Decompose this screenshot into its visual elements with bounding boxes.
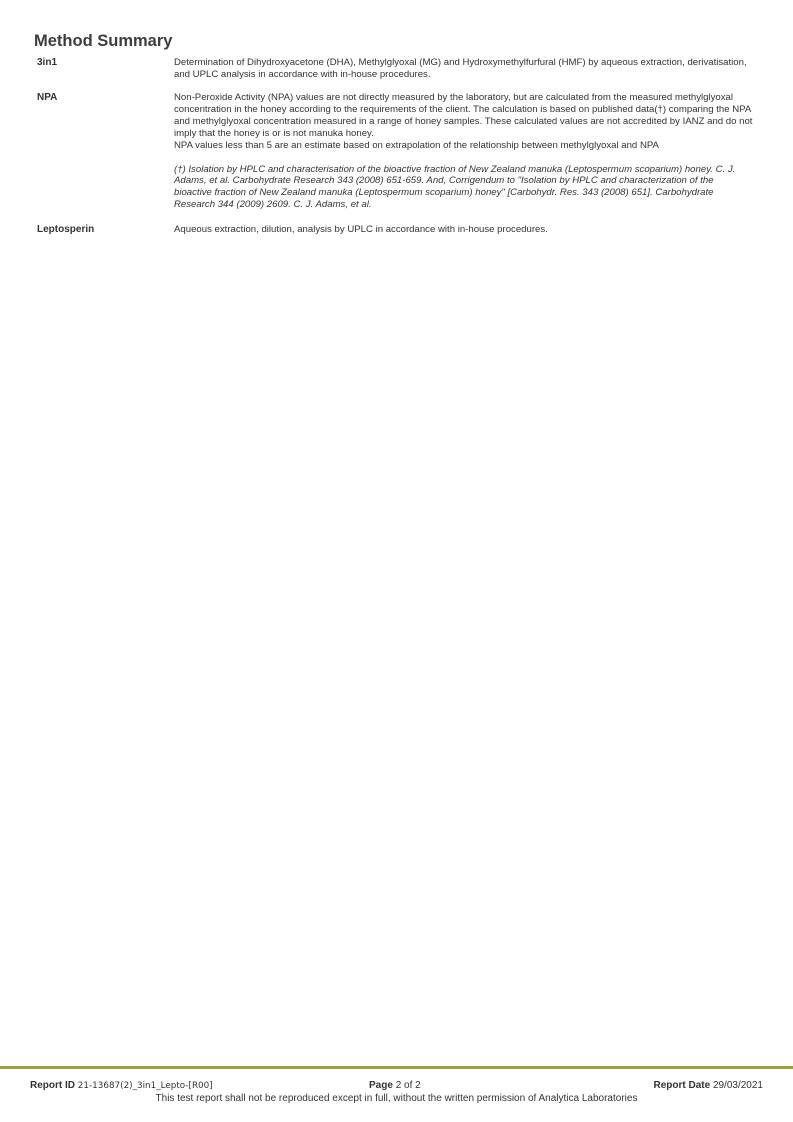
page-value: 2 of 2 <box>395 1080 421 1091</box>
reference-note: (†) Isolation by HPLC and characterisation of the bioactive fraction of New Zealand manuka (Leptospermum scoparium) honey. C. J. Adams, et al. Carbohydrate Research 343 (2008) 651-659. And, Corrigendum to "Isolation by HPLC and characterization of the bioactive fraction of New Zealand manuka (Leptospermum scoparium) honey" [Carbohydr. Res. 343 (2008) 651]. Carbohydrate Research 344 (2009) 2609. C. J. Adams, et al. <box>174 163 736 211</box>
report-date-value: 29/03/2021 <box>712 1080 763 1091</box>
footer-divider <box>0 1066 793 1069</box>
section-title: Method Summary <box>34 32 173 50</box>
report-id <box>30 1080 213 1091</box>
method-label: 3in1 <box>37 57 58 68</box>
method-paragraph: NPA values less than 5 are an estimate based on extrapolation of the relationship between methylglyoxal and NPA <box>174 139 659 151</box>
method-label: Leptosperin <box>37 224 95 235</box>
report-id-value: 21-13687(2)_3in1_Lepto-[R00] <box>77 1081 213 1091</box>
method-description <box>174 92 754 211</box>
method-paragraph: Aqueous extraction, dilution, analysis by UPLC in accordance with in-house procedures. <box>174 224 548 235</box>
report-id-label: Report ID <box>30 1080 75 1091</box>
method-description <box>174 224 754 236</box>
report-date-label: Report Date <box>653 1080 711 1091</box>
report-date <box>653 1080 763 1091</box>
method-label: NPA <box>37 92 58 103</box>
reproduction-notice: This test report shall not be reproduced except in full, without the written permission of Analytica Laboratories <box>155 1093 638 1104</box>
method-paragraph: Non-Peroxide Activity (NPA) values are not directly measured by the laboratory, but are calculated from the measured methylglyoxal concentration in the honey according to the requirements of the client. The calculation is based on published data(†) comparing the NPA and methylglyoxal concentration measured in a range of honey samples. These calculated values are not accredited by IANZ and do not imply that the honey is or is not manuka honey. <box>174 92 753 139</box>
page-label: Page <box>369 1080 393 1091</box>
page-number <box>369 1080 421 1091</box>
method-paragraph: Determination of Dihydroxyacetone (DHA), Methylglyoxal (MG) and Hydroxymethylfurfural (HMF) by aqueous extraction, derivatisation, and UPLC analysis in accordance with in-house procedures. <box>174 57 747 80</box>
method-description <box>174 57 754 81</box>
